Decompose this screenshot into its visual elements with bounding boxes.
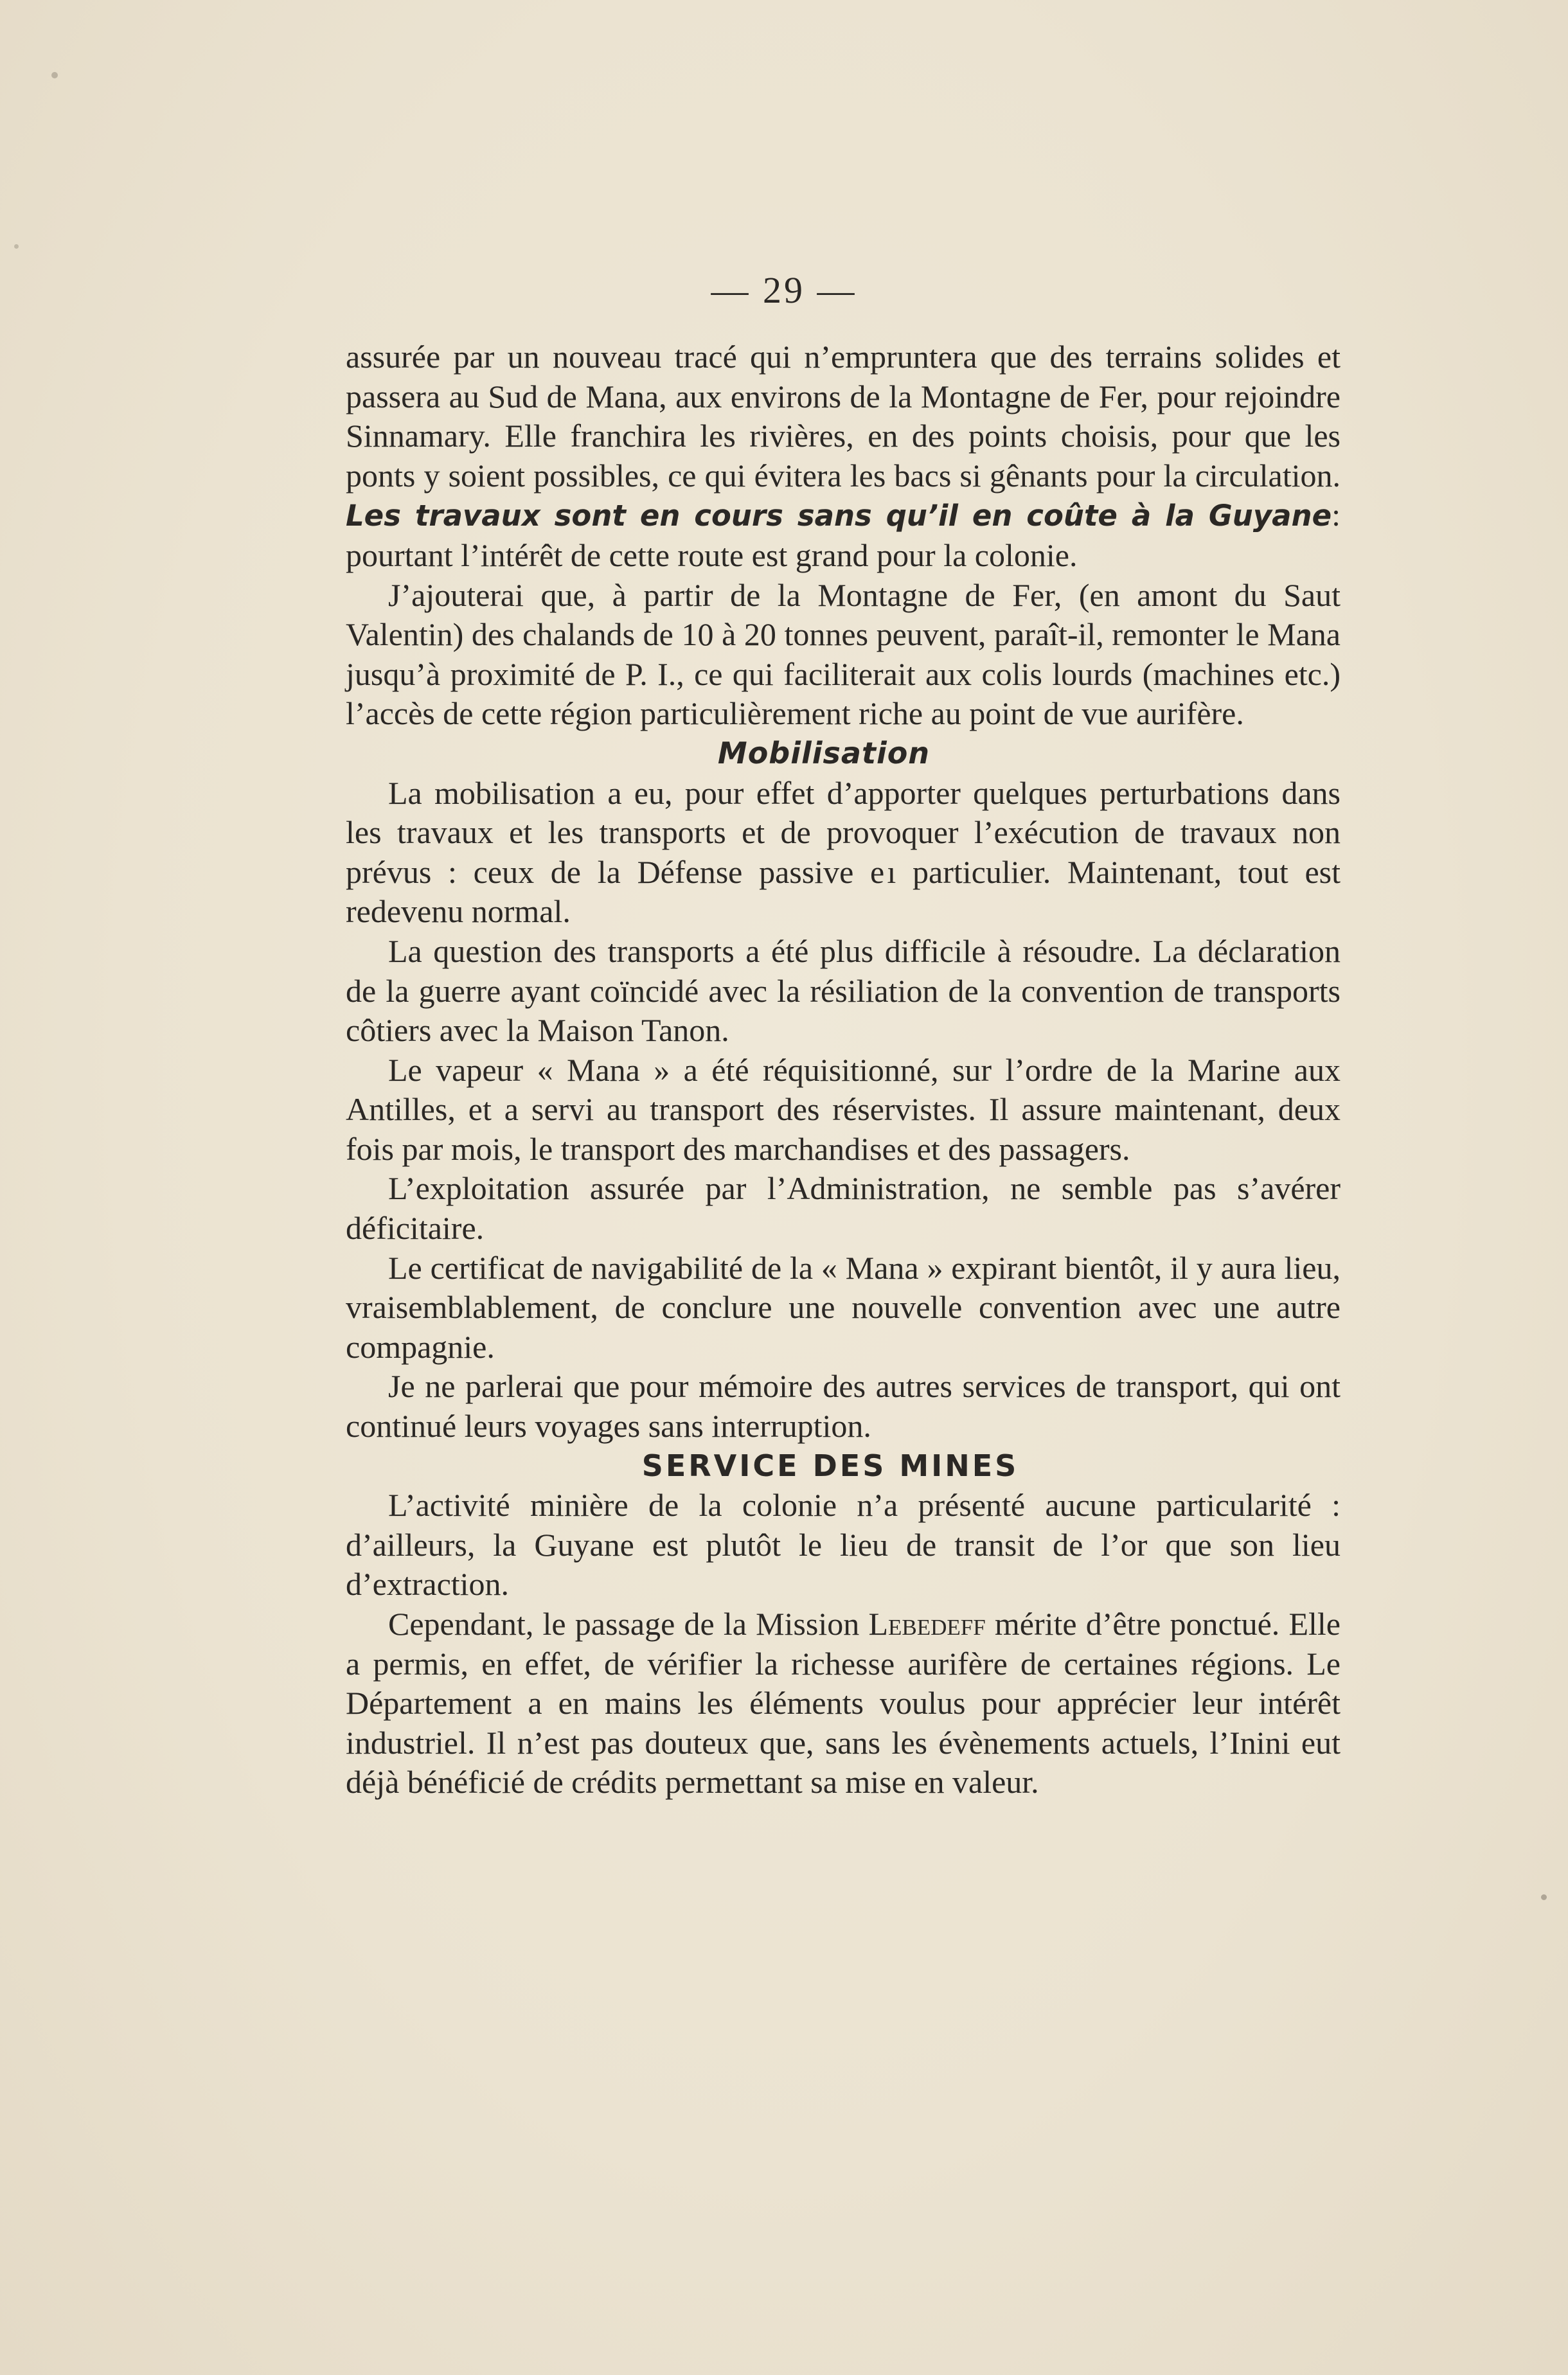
paragraph-route <box>346 337 1341 576</box>
section-title-mobilisation: Mobilisation <box>717 735 931 770</box>
paragraph-mobilisation-3: Le vapeur « Mana » a été réquisitionné, sur l’ordre de la Marine aux Antilles, et a servi au transport des réservistes. Il assure maintenant, deux fois par mois, le transport des marchandises et des passagers. <box>346 1051 1341 1167</box>
emphasis-travaux: Les travaux sont en cours sans qu’il en coûte à la Guyane <box>346 499 1332 533</box>
paragraph-mobilisation-4: L’exploitation assurée par l’Administration, ne semble pas s’avérer déficitaire. <box>346 1170 1341 1247</box>
paragraph-mobilisation-5: Le certificat de navigabilité de la « Mana » expirant bientôt, il y aura lieu, vraisemblablement, de conclure une nouvelle convention avec une autre compagnie. <box>346 1249 1341 1365</box>
paragraph-mobilisation-1: La mobilisation a eu, pour effet d’apporter quelques perturbations dans les travaux et les transports et de provoquer l’exécution de travaux non prévus : ceux de la Défense passive e ı particulier. Maintenant, tout est redevenu normal. <box>346 774 1341 930</box>
paragraph-mines-2-lead: Cependant, le passage de la Mission <box>388 1606 869 1642</box>
paper-speck <box>14 244 19 249</box>
paragraph-mobilisation-2: La question des transports a été plus difficile à résoudre. La déclaration de la guerre ayant coïncidé avec la résiliation de la convention de transports côtiers avec la Maison Tanon. <box>346 932 1341 1049</box>
paragraph-mines-2 <box>346 1605 1341 1802</box>
paragraph-route-tail: : pourtant l’intérêt de cette route est grand pour la colonie. <box>346 497 1341 573</box>
paragraph-route-lead: assurée par un nouveau tracé qui n’empruntera que des terrains solides et passera au Sud de Mana, aux environs de la Montagne de Fer, pour rejoindre Sinnamary. Elle franchira les rivières, en des points choisis, pour que les ponts y soient possibles, ce qui évitera les bacs si gênants pour la circulation. <box>346 339 1341 494</box>
paragraph-mines-1: L’activité minière de la colonie n’a présenté aucune particularité : d’ailleurs, la Guyane est plutôt le lieu de transit de l’or que son lieu d’extraction. <box>346 1487 1341 1603</box>
page-number: — 29 — <box>711 269 857 311</box>
paragraph-mobilisation-6: Je ne parlerai que pour mémoire des autres services de transport, qui ont continué leurs voyages sans interruption. <box>346 1368 1341 1445</box>
paragraph-chalands: J’ajouterai que, à partir de la Montagne de Fer, (en amont du Saut Valentin) des chalands de 10 à 20 tonnes peuvent, paraît-il, remonter le Mana jusqu’à proximité de P. I., ce qui faciliterait aux colis lourds (machines etc.) l’accès de cette région particulièrement riche au point de vue aurifère. <box>346 576 1341 732</box>
paper-speck <box>51 72 58 78</box>
paragraph-mines-2-tail: mérite d’être ponctué. Elle a permis, en effet, de vérifier la richesse aurifère de certaines régions. Le Département a en mains les éléments voulus pour apprécier leur intérêt industriel. Il n’est pas douteux que, sans les évènements actuels, l’Inini eut déjà bénéficié de crédits permettant sa mise en valeur. <box>346 1606 1341 1801</box>
section-title-mines: SERVICE DES MINES <box>641 1448 1019 1483</box>
mission-name: Lebedeff <box>868 1606 986 1642</box>
body-text <box>346 337 1341 1802</box>
paper-speck <box>1541 1894 1547 1900</box>
